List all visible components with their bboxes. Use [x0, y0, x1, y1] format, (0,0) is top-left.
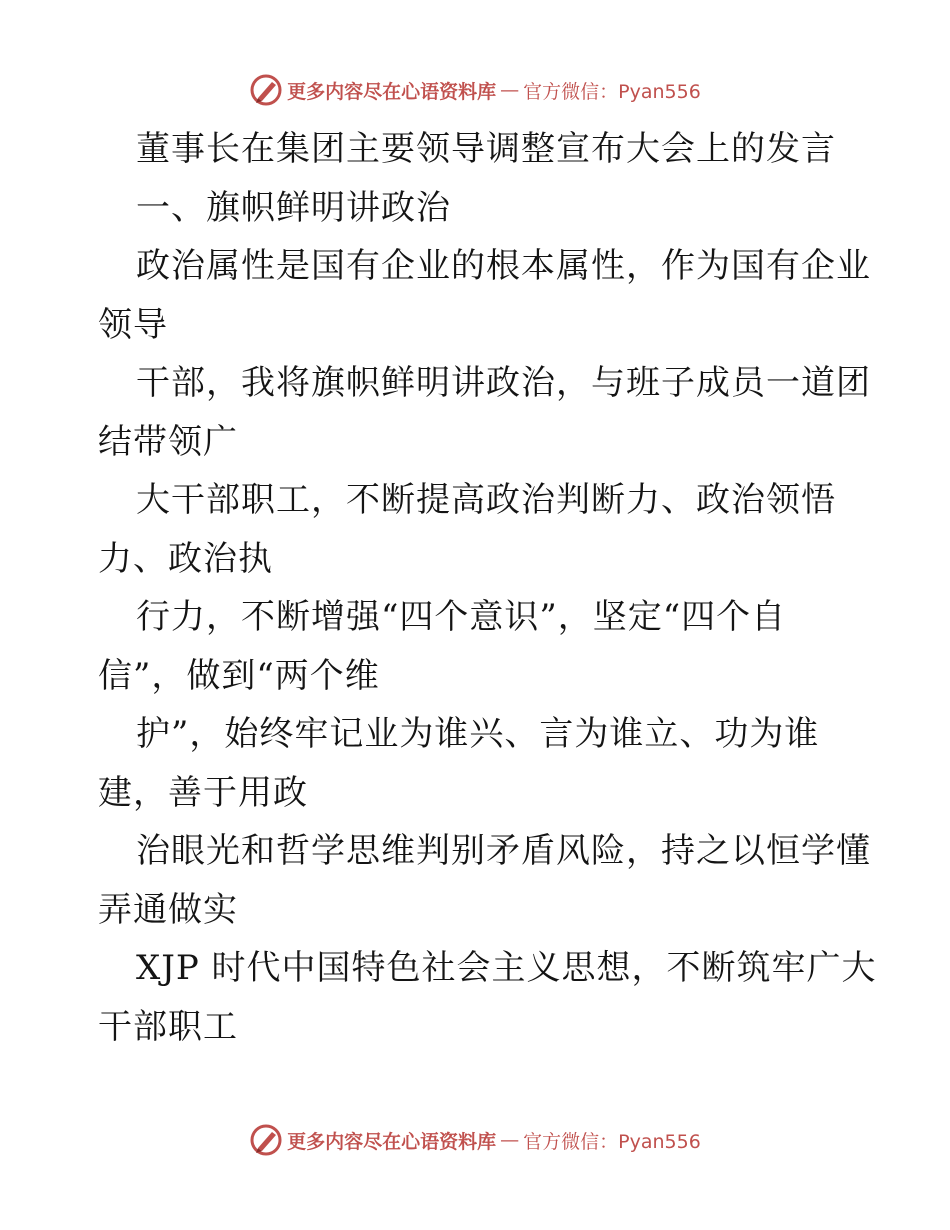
section-heading: 一、旗帜鲜明讲政治	[136, 187, 451, 228]
paragraph-line: 大干部职工，不断提高政治判断力、政治领悟	[136, 480, 836, 520]
paragraph-line: 政治属性是国有企业的根本属性，作为国有企业	[136, 246, 871, 286]
paragraph-line: 领导	[98, 304, 168, 345]
paragraph-line: XJP 时代中国特色社会主义思想，不断筑牢广大	[136, 948, 877, 988]
paragraph-line: 行力，不断增强“四个意识”，坚定“四个自	[136, 597, 787, 637]
paragraph-line: 信”，做到“两个维	[98, 655, 380, 696]
watermark-contact: 官方微信：Pyan556	[523, 1130, 701, 1153]
watermark-dash: —	[500, 79, 520, 101]
paragraph-line: 干部职工	[98, 1006, 238, 1047]
paragraph-line: 干部，我将旗帜鲜明讲政治，与班子成员一道团	[136, 363, 871, 403]
paragraph-line: 力、政治执	[98, 538, 273, 579]
watermark-contact: 官方微信：Pyan556	[523, 80, 701, 103]
paragraph-line: 结带领广	[98, 421, 238, 462]
paragraph-line: 建，善于用政	[98, 772, 308, 813]
paragraph-line: 弄通做实	[98, 889, 238, 930]
watermark-text: 更多内容尽在心语资料库	[287, 80, 497, 103]
document-body	[98, 120, 877, 1056]
pen-circle-logo-icon	[249, 73, 283, 107]
paragraph-line: 护”，始终牢记业为谁兴、言为谁立、功为谁	[136, 714, 820, 754]
paragraph-line: 治眼光和哲学思维判别矛盾风险，持之以恒学懂	[136, 831, 871, 871]
header-watermark	[0, 70, 950, 110]
footer-watermark	[0, 1120, 950, 1160]
document-title: 董事长在集团主要领导调整宣布大会上的发言	[136, 129, 836, 169]
pen-circle-logo-icon	[249, 1123, 283, 1157]
watermark-dash: —	[500, 1129, 520, 1151]
watermark-text: 更多内容尽在心语资料库	[287, 1130, 497, 1153]
